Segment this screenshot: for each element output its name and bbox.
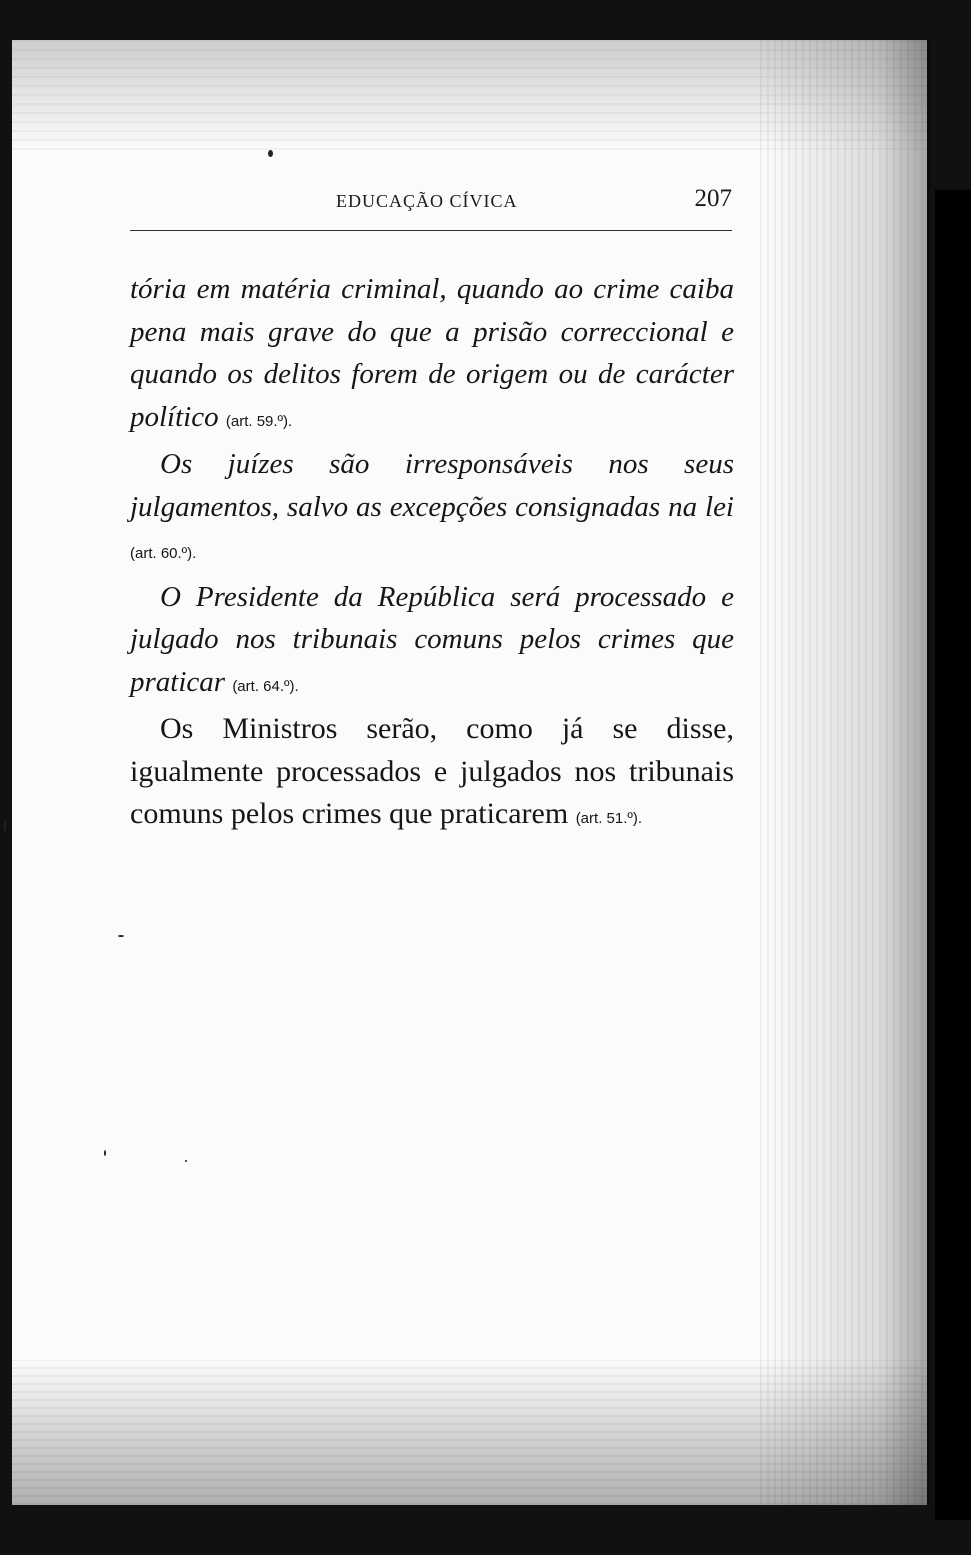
paragraph	[130, 576, 734, 709]
article-reference: (art. 51.º).	[575, 810, 643, 827]
article-reference: (art. 59.º).	[225, 412, 293, 430]
speck	[185, 1160, 187, 1162]
paragraph	[130, 268, 734, 443]
scan-noise-right	[760, 40, 930, 1505]
page-header	[130, 185, 732, 219]
paragraph-text: Os juízes são irresponsáveis nos seus julgamentos, salvo as excepções consignadas na lei	[130, 448, 734, 523]
paragraph	[130, 708, 734, 841]
paragraph-text: O Presidente da República será processado e julgado nos tribunais comuns pelos crimes que praticar	[130, 580, 734, 698]
scan-border-right	[935, 190, 971, 1520]
article-reference: (art. 60.º).	[130, 545, 197, 562]
speck	[118, 935, 124, 937]
body-text	[130, 268, 734, 841]
paragraph	[130, 443, 734, 576]
speck	[268, 150, 273, 157]
speck	[4, 820, 6, 832]
paragraph-text: Os Ministros serão, como já se disse, igualmente processados e julgados nos tribunais comuns pelos crimes que praticarem	[130, 712, 734, 830]
running-title: EDUCAÇÃO CÍVICA	[336, 191, 518, 211]
page-number: 207	[694, 185, 732, 212]
header-rule	[130, 230, 732, 231]
scan-noise-bottom	[12, 1360, 927, 1505]
paragraph-text: tória em matéria criminal, quando ao crime caiba pena mais grave do que a prisão correccional e quando os delitos forem de origem ou de carácter político	[130, 273, 734, 433]
article-reference: (art. 64.º).	[232, 677, 299, 695]
speck	[104, 1150, 106, 1156]
